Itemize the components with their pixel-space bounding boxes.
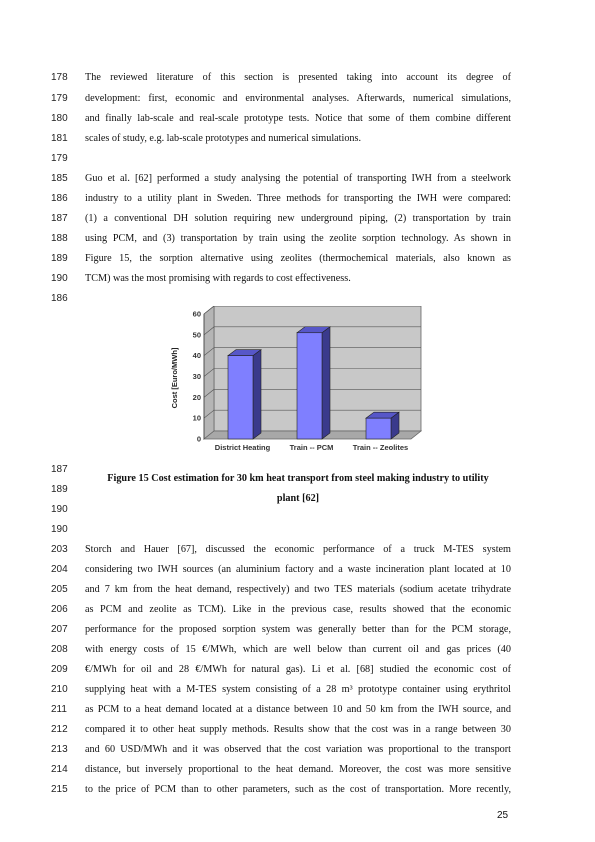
body-text-line: The reviewed literature of this section is presented taking into account its degree of [85, 72, 511, 83]
body-text-line: using PCM, and (3) transportation by train using the zeolite sorption technology. As shown in [85, 233, 511, 244]
line-number: 190 [51, 504, 68, 515]
line-number: 206 [51, 604, 68, 615]
line-number: 178 [51, 72, 68, 83]
line-number: 213 [51, 744, 68, 755]
line-number: 207 [51, 624, 68, 635]
body-text-line: Figure 15, the sorption alternative using zeolites (thermochemical materials, also known as [85, 253, 511, 264]
line-number: 187 [51, 213, 68, 224]
line-number: 208 [51, 644, 68, 655]
body-text-line: to the price of PCM than to other parameters, such as the cost of transportation. More recently, [85, 784, 511, 795]
line-number: 209 [51, 664, 68, 675]
body-text-line: and finally lab-scale and real-scale prototype tests. Notice that some of them combine different [85, 113, 511, 124]
figure-caption-line-1: Figure 15 Cost estimation for 30 km heat transport from steel making industry to utility [107, 473, 489, 484]
bar-side [322, 327, 330, 439]
line-number: 179 [51, 93, 68, 104]
y-tick-label: 40 [192, 351, 201, 361]
body-text-line: development: first, economic and environmental analyses. Afterwards, numerical simulations, [85, 93, 511, 104]
bar-front [228, 356, 253, 439]
body-text-line: with energy costs of 15 €/MWh, which are well below than current oil and gas prices (40 [85, 644, 511, 655]
page-number: 25 [497, 810, 509, 821]
line-number: 214 [51, 764, 68, 775]
y-tick-label: 0 [196, 434, 201, 444]
body-text-line: €/MWh for oil and 28 €/MWh for natural gas). Li et al. [68] studied the economic cost of [85, 664, 511, 675]
line-number: 186 [51, 293, 68, 304]
line-number: 180 [51, 113, 68, 124]
x-category-label: District Heating [214, 443, 271, 452]
body-text-line: Storch and Hauer [67], discussed the economic performance of a truck M-TES system [85, 544, 511, 555]
body-text-line: compared it to other heat supply methods. Results show that the cost was in a range between 30 [85, 724, 511, 735]
bar [228, 350, 261, 439]
line-number: 186 [51, 193, 68, 204]
line-number: 190 [51, 524, 68, 535]
line-number: 205 [51, 584, 68, 595]
body-text-line: as PCM to a heat demand located at a distance between 10 and 50 km from the IWH source, and [85, 704, 511, 715]
line-number: 189 [51, 484, 68, 495]
line-number: 190 [51, 273, 68, 284]
body-text-line: and 60 USD/MWh and it was observed that the cost variation was proportional to the transport [85, 744, 511, 755]
body-text-line: as PCM and zeolite as TCM). Like in the previous case, results showed that the economic [85, 604, 511, 615]
bar [366, 412, 399, 439]
y-tick-label: 60 [192, 309, 201, 319]
line-number: 181 [51, 133, 68, 144]
body-text-line: industry to a utility plant in Sweden. Three methods for transporting the IWH were compared: [85, 193, 511, 204]
body-text-line: scales of study, e.g. lab-scale prototypes and numerical simulations. [85, 133, 362, 144]
line-number: 212 [51, 724, 68, 735]
y-tick-label: 30 [192, 372, 201, 381]
y-tick-label: 50 [192, 330, 201, 340]
bar-side [253, 350, 261, 439]
line-number: 204 [51, 564, 68, 575]
body-text-line: distance, but inversely proportional to the heat demand. Moreover, the cost was more sensitive [85, 764, 511, 775]
bar [297, 327, 330, 439]
line-number: 215 [51, 784, 68, 795]
line-number: 189 [51, 253, 68, 264]
y-axis-label: Cost [Euro/MWh] [170, 347, 179, 409]
body-text-line: TCM) was the most promising with regards to cost effectiveness. [85, 273, 351, 284]
body-text-line: and 7 km from the heat demand, respectively) and two TES materials (sodium acetate trihydrate [85, 584, 511, 595]
figure-caption-line-2: plant [62] [276, 493, 320, 504]
bar-front [297, 333, 322, 439]
x-category-label: Train -- PCM [289, 443, 334, 452]
line-number: 187 [51, 464, 68, 475]
cost-bar-chart [166, 306, 430, 466]
body-text-line: considering two IWH sources (an aluminium factory and a waste incineration plant located at 10 [85, 564, 511, 575]
line-number: 211 [51, 704, 67, 715]
bar-front [366, 418, 391, 439]
x-category-label: Train -- Zeolites [352, 443, 409, 452]
line-number: 203 [51, 544, 68, 555]
line-number: 185 [51, 173, 68, 184]
body-text-line: (1) a conventional DH solution requiring new underground piping, (2) transportation by train [85, 213, 511, 224]
body-text-line: Guo et al. [62] performed a study analysing the potential of transporting IWH from a steelwork [85, 173, 511, 184]
line-number: 179 [51, 153, 68, 164]
body-text-line: supplying heat with a M-TES system consisting of a 28 m³ prototype container using erythritol [85, 684, 511, 695]
y-tick-label: 20 [192, 392, 201, 402]
body-text-line: performance for the proposed sorption system was generally better than for the PCM storage, [85, 624, 511, 635]
line-number: 210 [51, 684, 68, 695]
y-tick-label: 10 [192, 413, 201, 423]
line-number: 188 [51, 233, 68, 244]
